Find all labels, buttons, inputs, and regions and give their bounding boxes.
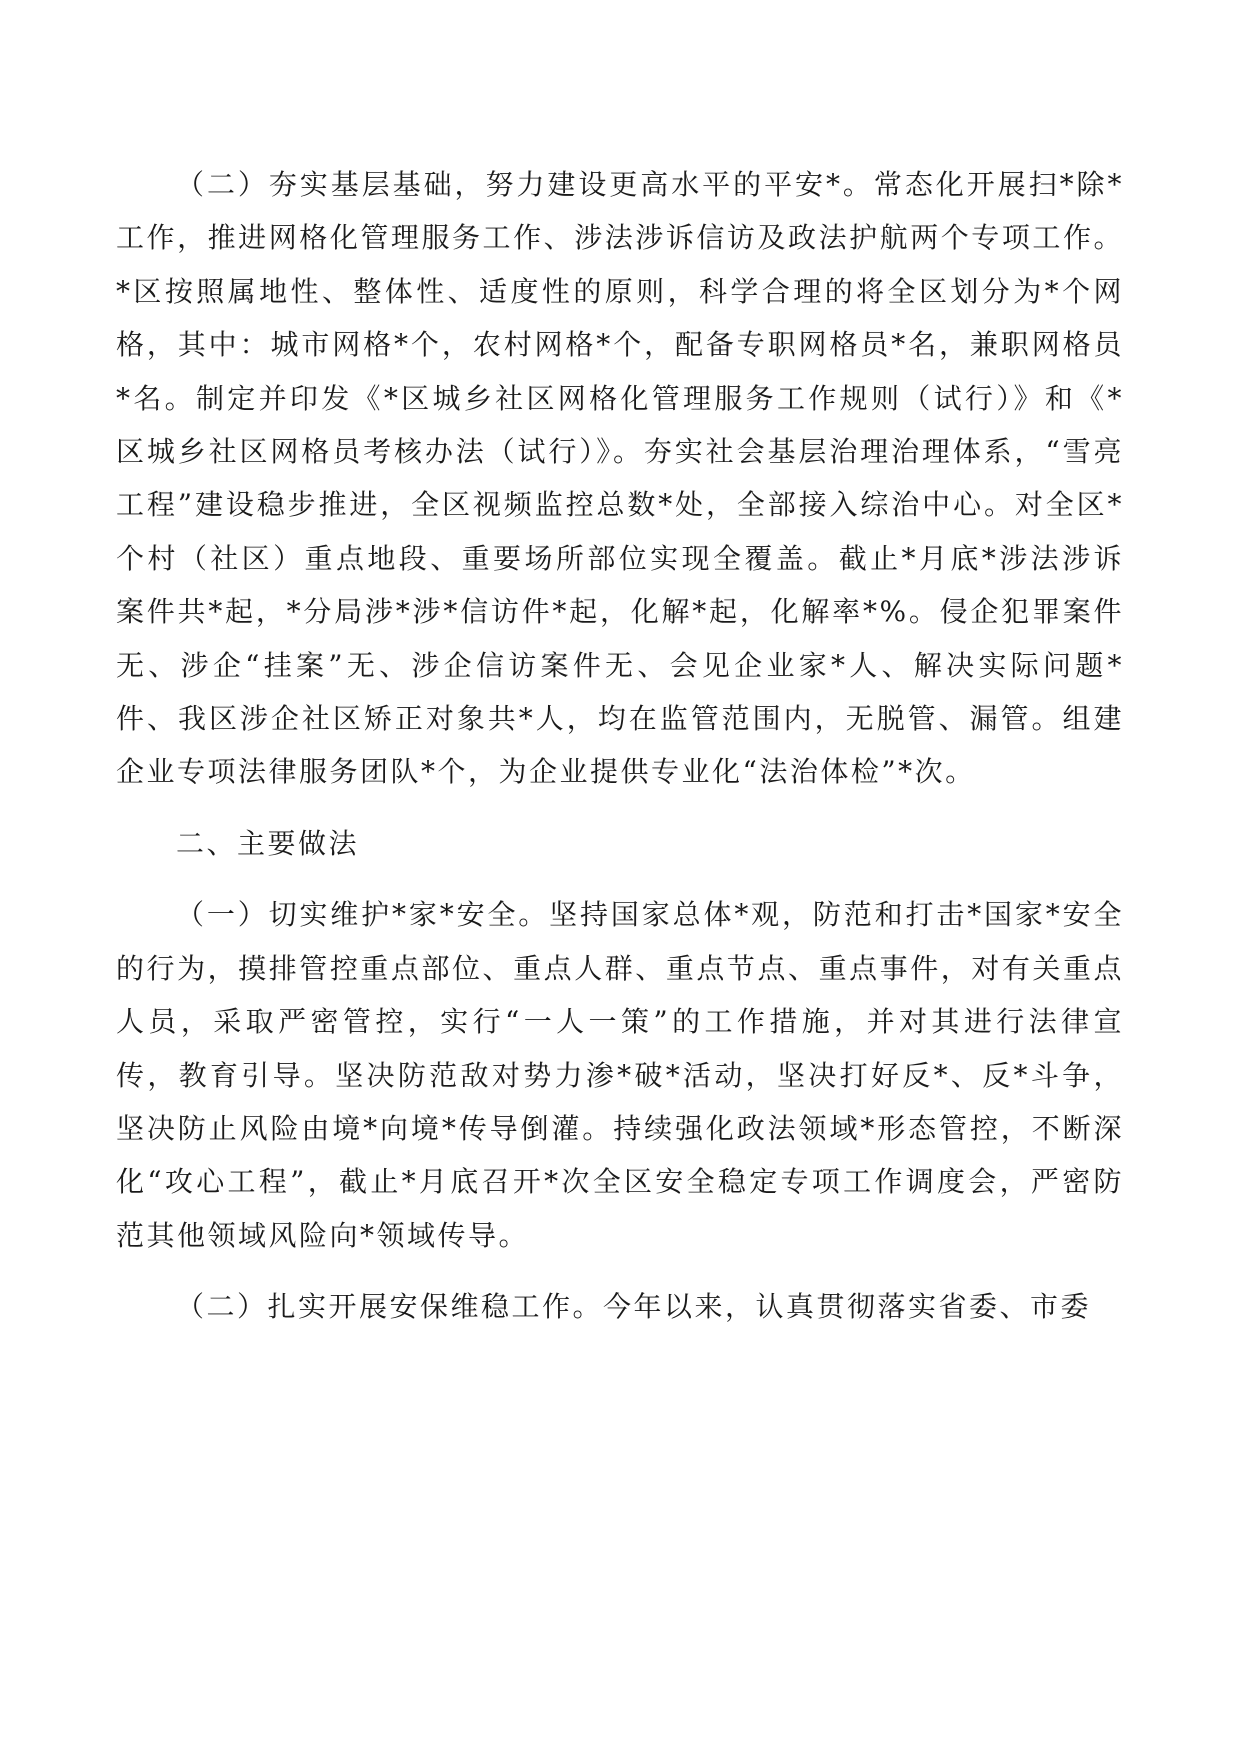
section-heading-main-practices: 二、主要做法 <box>176 826 360 860</box>
paragraph-security-stability: （二）扎实开展安保维稳工作。今年以来，认真贯彻落实省委、市委 <box>176 1290 1092 1324</box>
document-body <box>116 158 1124 1334</box>
paragraph-grassroots-foundation: （二）夯实基层基础，努力建设更高水平的平安*。常态化开展扫*除*工作，推进网格化管理服务工作、涉法涉诉信访及政法护航两个专项工作。*区按照属地性、整体性、适度性的原则，科学合理的将全区划分为*个网格，其中：城市网格*个，农村网格*个，配备专职网格员*名，兼职网格员*名。制定并印发《*区城乡社区网格化管理服务工作规则（试行）》和《*区城乡社区网格员考核办法（试行）》。夯实社会基层治理治理体系，“雪亮工程”建设稳步推进，全区视频监控总数*处，全部接入综治中心。对全区*个村（社区）重点地段、重要场所部位实现全覆盖。截止*月底*涉法涉诉案件共*起，*分局涉*涉*信访件*起，化解*起，化解率*%。侵企犯罪案件无、涉企“挂案”无、涉企信访案件无、会见企业家*人、解决实际问题*件、我区涉企社区矫正对象共*人，均在监管范围内，无脱管、漏管。组建企业专项法律服务团队*个，为企业提供专业化“法治体检”*次。 <box>116 168 1124 789</box>
paragraph-national-security: （一）切实维护*家*安全。坚持国家总体*观，防范和打击*国家*安全的行为，摸排管控重点部位、重点人群、重点节点、重点事件，对有关重点人员，采取严密管控，实行“一人一策”的工作措施，并对其进行法律宣传，教育引导。坚决防范敌对势力渗*破*活动，坚决打好反*、反*斗争，坚决防止风险由境*向境*传导倒灌。持续强化政法领域*形态管控，不断深化“攻心工程”，截止*月底召开*次全区安全稳定专项工作调度会，严密防范其他领域风险向*领域传导。 <box>116 898 1124 1252</box>
